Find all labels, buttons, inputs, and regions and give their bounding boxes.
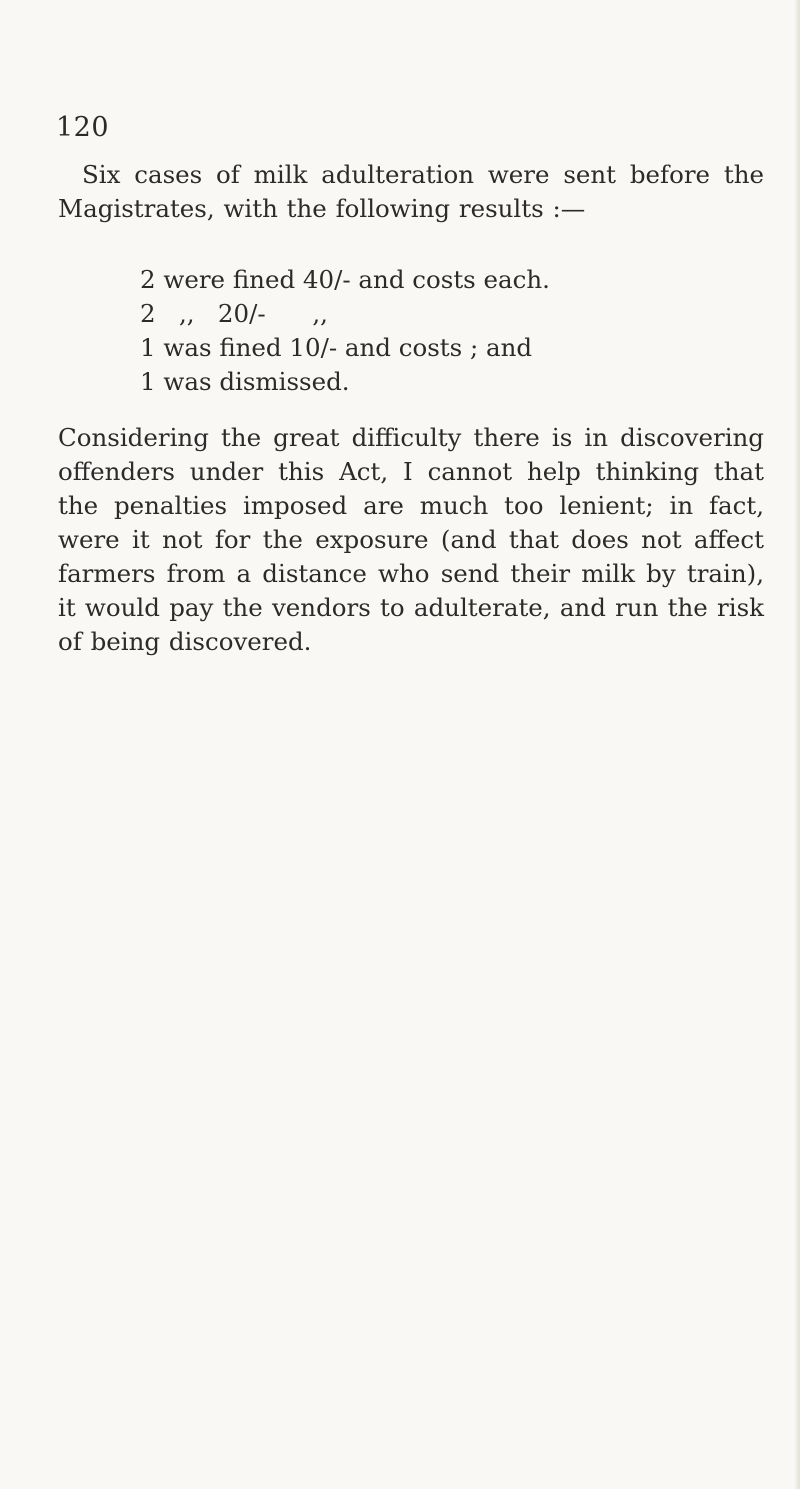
page-edge-shadow	[794, 0, 800, 1489]
result-row-fined-20: 2 ,, 20/- ,,	[140, 299, 328, 328]
intro-paragraph: Six cases of milk adulteration were sent before the Magistrates, with the following results :—	[58, 160, 764, 223]
result-row-fined-40: 2 were fined 40/- and costs each.	[140, 265, 550, 294]
result-row-dismissed: 1 was dismissed.	[140, 367, 350, 396]
result-row-fined-10: 1 was fined 10/- and costs ; and	[140, 333, 533, 362]
page-number: 120	[56, 112, 110, 143]
main-paragraph: Considering the great difficulty there is in discovering offenders under this Act, I cannot help thinking that the penalties imposed are much too lenient; in fact, were it not for the exposure (and that does not affect farmers from a distance who send their milk by train), it would pay the vendors to adulterate, and run the risk of being discovered.	[58, 423, 764, 656]
results-list	[140, 263, 550, 399]
